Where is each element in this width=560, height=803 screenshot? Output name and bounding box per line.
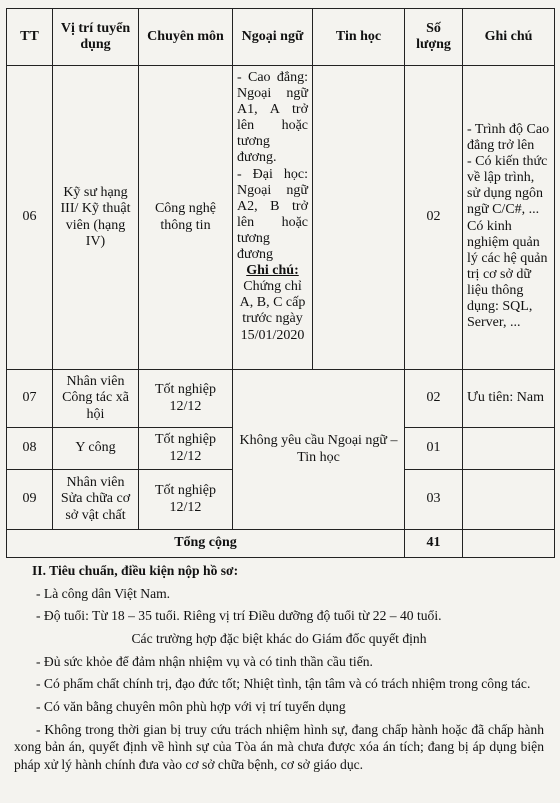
ngoaingu-note: Chứng chỉ A, B, C cấp trước ngày 15/01/2020 — [239, 279, 306, 343]
cell-tt: 06 — [7, 66, 53, 370]
cell-ghichu: Ưu tiên: Nam — [463, 370, 555, 428]
header-chuyenmon: Chuyên môn — [139, 9, 233, 66]
cell-chuyenmon: Công nghệ thông tin — [139, 66, 233, 370]
cell-vitri: Y công — [53, 428, 139, 470]
total-ghichu — [463, 530, 555, 558]
cell-chuyenmon: Tốt nghiệp 12/12 — [139, 470, 233, 530]
cell-tt: 08 — [7, 428, 53, 470]
requirement-item: Các trường hợp đặc biệt khác do Giám đốc quyết định — [131, 631, 427, 647]
cell-soluong: 02 — [405, 66, 463, 370]
cell-ghichu — [463, 428, 555, 470]
ghichu-line: - Có kiến thức về lập trình, sử dụng ngôn ngữ C/C#, ... — [467, 154, 548, 218]
cell-vitri: Nhân viên Sửa chữa cơ sở vật chất — [53, 470, 139, 530]
table-header-row — [7, 9, 555, 66]
cell-ghichu — [463, 66, 555, 370]
recruitment-table — [6, 8, 555, 558]
requirement-item: - Có văn bằng chuyên môn phù hợp với vị trí tuyển dụng — [36, 699, 346, 715]
requirement-item: - Độ tuổi: Từ 18 – 35 tuổi. Riêng vị trí Điều dưỡng độ tuổi từ 22 – 40 tuổi. — [36, 608, 442, 624]
ghichu-line: - Trình độ Cao đẳng trở lên — [467, 122, 550, 154]
cell-soluong: 02 — [405, 370, 463, 428]
cell-tt: 09 — [7, 470, 53, 530]
total-label: Tổng cộng — [7, 530, 405, 558]
ngoaingu-note-label: Ghi chú: — [246, 263, 299, 279]
requirements-section — [14, 562, 544, 779]
header-tt: TT — [7, 9, 53, 66]
table-row — [7, 370, 555, 428]
cell-tinhoc — [313, 66, 405, 370]
requirement-item: - Không trong thời gian bị truy cứu trách nhiệm hình sự, đang chấp hành hoặc đã chấp hành xong bản án, quyết định về hình sự của Tòa án mà chưa được xóa án tích; đang bị áp dụng biện pháp xử lý hành chính đưa vào cơ sở chữa bệnh, cơ sở giáo dục. — [14, 721, 544, 773]
cell-soluong: 03 — [405, 470, 463, 530]
section-title: II. Tiêu chuẩn, điều kiện nộp hồ sơ: — [32, 563, 239, 578]
table-row — [7, 66, 555, 370]
cell-chuyenmon: Tốt nghiệp 12/12 — [139, 370, 233, 428]
requirement-item: - Có phẩm chất chính trị, đạo đức tốt; Nhiệt tình, tận tâm và có trách nhiệm trong công tác. — [36, 676, 531, 692]
ngoaingu-caodang: - Cao đẳng: Ngoại ngữ A1, A trở lên hoặc tương đương. — [237, 70, 308, 166]
header-ngoaingu: Ngoại ngữ — [233, 9, 313, 66]
total-value: 41 — [405, 530, 463, 558]
cell-ngoaingu — [233, 66, 313, 370]
header-vitri: Vị trí tuyển dụng — [53, 9, 139, 66]
header-soluong: Số lượng — [405, 9, 463, 66]
header-ghichu: Ghi chú — [463, 9, 555, 66]
table-total-row — [7, 530, 555, 558]
cell-ghichu — [463, 470, 555, 530]
ngoaingu-daihoc: - Đại học: Ngoại ngữ A2, B trở lên hoặc tương đương — [237, 166, 308, 263]
ghichu-line: Có kinh nghiệm quản lý các hệ quản trị cơ sở dữ liệu thông dụng: SQL, Server, ... — [467, 218, 548, 331]
cell-vitri: Kỹ sư hạng III/ Kỹ thuật viên (hạng IV) — [53, 66, 139, 370]
cell-chuyenmon: Tốt nghiệp 12/12 — [139, 428, 233, 470]
cell-vitri: Nhân viên Công tác xã hội — [53, 370, 139, 428]
header-tinhoc: Tin học — [313, 9, 405, 66]
requirement-item: - Là công dân Việt Nam. — [36, 585, 171, 601]
cell-soluong: 01 — [405, 428, 463, 470]
requirement-item: - Đủ sức khỏe để đảm nhận nhiệm vụ và có tinh thần cầu tiến. — [36, 653, 373, 669]
cell-merged-requirement: Không yêu cầu Ngoại ngữ – Tin học — [233, 370, 405, 530]
cell-tt: 07 — [7, 370, 53, 428]
